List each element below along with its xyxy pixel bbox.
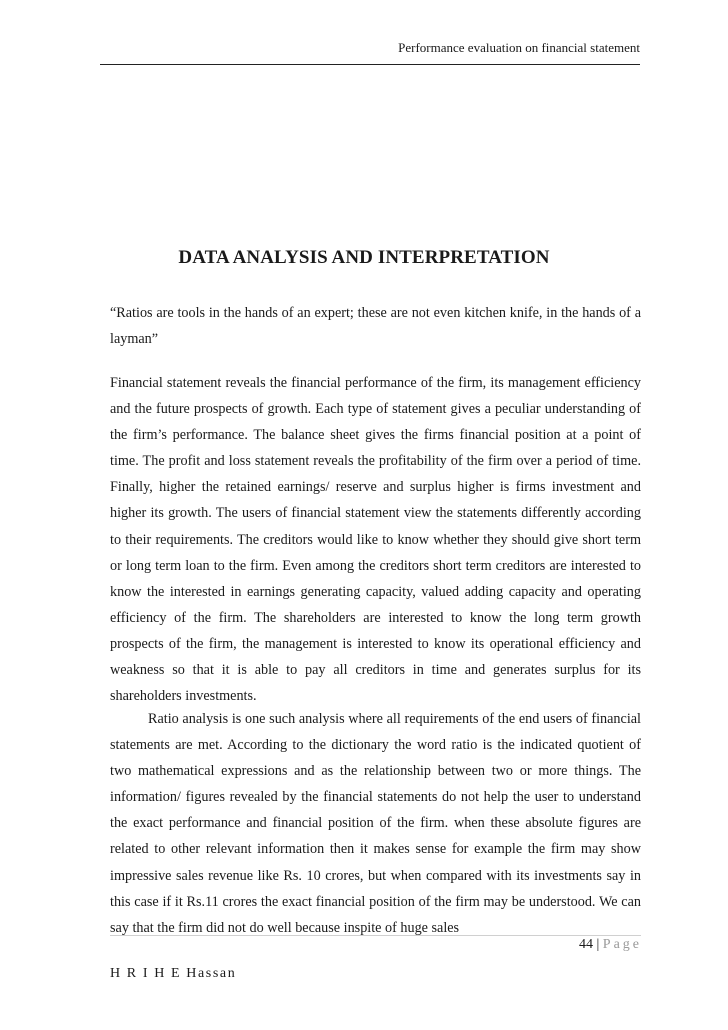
running-header: Performance evaluation on financial statement [398, 40, 640, 55]
section-title: DATA ANALYSIS AND INTERPRETATION [178, 247, 550, 268]
author-name: H R I H E Hassan [110, 966, 237, 981]
body-paragraph-2: Ratio analysis is one such analysis where all requirements of the end users of financial statements are met. According to the dictionary the word ratio is the indicated quotient of two mathematical expressions and as the relationship between two or more things. The information/ figures revealed by the financial statements do not help the user to understand the exact performance and financial position of the firm. when these absolute figures are related to other relevant information then it makes sense for example the firm may show impressive sales revenue like Rs. 10 crores, but when compared with its investments say in this case if it Rs.11 crores the exact financial position of the firm may be understood. We can say that the firm did not do well because inspite of huge sales [110, 711, 641, 936]
epigraph-quote: “Ratios are tools in the hands of an expert; these are not even kitchen knife, in the hands of a layman” [110, 305, 641, 348]
page-label: Page [602, 937, 642, 952]
page-number-block [579, 937, 642, 953]
page-number-separator: | [596, 937, 600, 952]
footer-divider [110, 935, 641, 936]
header-divider [100, 64, 640, 65]
page-number: 44 [578, 937, 593, 952]
body-paragraph-1: Financial statement reveals the financial performance of the firm, its management efficiency and the future prospects of growth. Each type of statement gives a peculiar understanding of the firm’s performance. The balance sheet gives the firms financial position at a point of time. The profit and loss statement reveals the profitability of the firm over a period of time. Finally, higher the retained earnings/ reserve and surplus higher is firms investment and higher its growth. The users of financial statement view the statements differently according to their requirements. The creditors would like to know whether they should give short term or long term loan to the firm. Even among the creditors short term creditors are interested to know the interested in earnings generating capacity, valued adding capacity and operating efficiency of the firm. The shareholders are interested to know the long term growth prospects of the firm, the management is interested to know its operational efficiency and weakness so that it is able to pay all creditors in time and generates surplus for its shareholders investments. [110, 375, 641, 705]
